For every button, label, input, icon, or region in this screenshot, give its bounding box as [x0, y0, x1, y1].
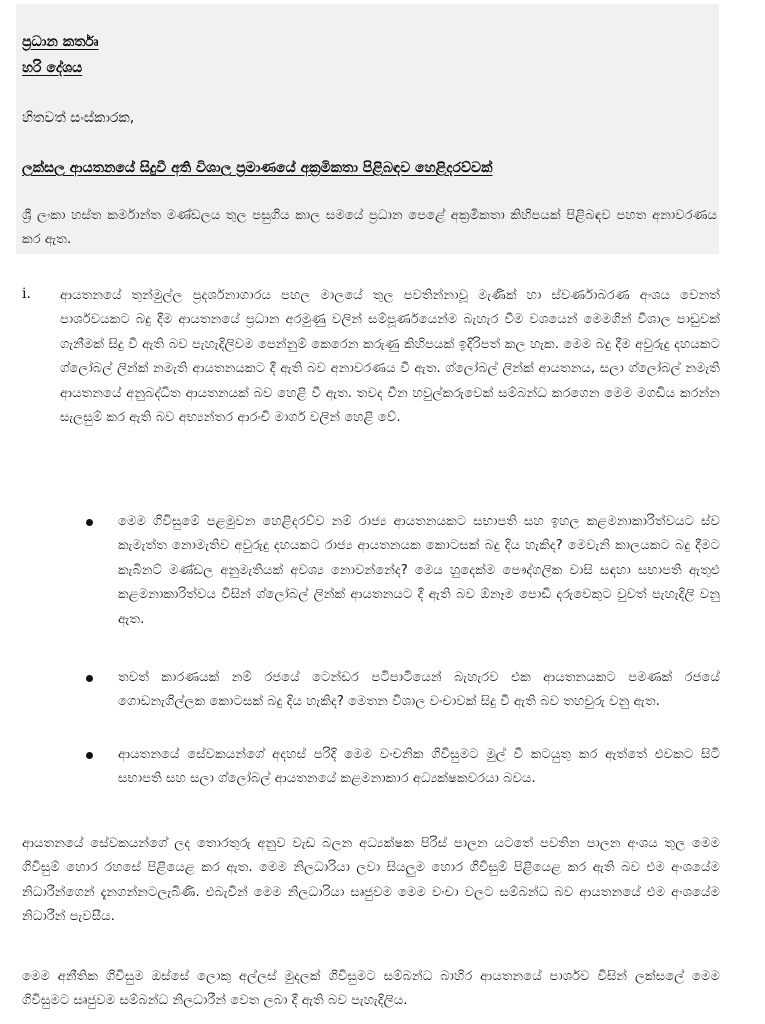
section-i-label: i. — [22, 286, 31, 302]
letter-subject: ලක්සල ආයතනයේ සිදුවී අති විශාල ප්‍රමාණයේ අක්‍රමිකතා පිළිබඳව හෙළිදරව්වක් — [22, 160, 493, 176]
bullet-item: ආයතනයේ සේවකයන්ගේ අදහස් පරිදි මෙම වංචනික ගිවිසුමට මුල් වී කටයුතු කර ඇත්තේ එවකට සිටි සභාපති සහ සලා ග්ලෝබල් ආයතනයේ කළමනාකාර අධ්‍යක්ෂකවරයා බවය. — [118, 747, 720, 787]
paragraph-admin-section: ආයතනයේ සේවකයන්ගේ ලද තොරතුරු අනුව වැඩ බලන අධ්‍යක්ෂක පිරිස් පාලන යටතේ පවතින පාලන අංශය තුල මෙම ගිවිසුම් හොර රහසේ පිළියෙළ කර ඇත. මෙම නිලධාරියා ලවා සියලුම හොර ගිවිසුම් පිළියෙළ කර ඇති බව එම අංශයේම නිධාරීන්ගෙන් දැනගන්නටලැබිණි. එබැවින් මෙම නිලධාරියා සෘජුවම මෙම වංචා වලට සම්බන්ධ බව ආයතනයේ එම අංශයේම නිධාරීන් පැවසීය. — [22, 836, 720, 925]
intro-paragraph: ශ්‍රී ලංකා හස්ත කර්මාන්ත මණ්ඩලය තුල පසුගිය කාල සමයේ ප්‍රධාන පෙළේ අක්‍රමිකතා කිහිපයක් පිළිබඳව පහත අනාවරණය කර ඇත. — [22, 208, 717, 248]
bullet-dot — [86, 675, 93, 682]
bullet-dot — [86, 752, 93, 759]
section-i-paragraph: ආයතනයේ තුන්මුල්ල ප්‍රදර්ශනාගාරය පහල මාලයේ තුල පවතින්නාවූ මැණික් හා ස්වර්ණාබරණ අංශය වෙනත් පාර්ශවයකට බදු දීම ආයතනයේ ප්‍රධාන අරමුණු වලින් සම්පූර්ණයෙන්ම බැහැර වීම වශයෙන් මෙමගින් විශාල පාඩුවක් ගැනීමක් සිදු වී ඇති බව පැහැදිලිවම පෙන්නුම් කෙරෙන කරුණු කිහිපයක් ඉදිරිපත් කල හැක. මෙම බදු දීම අවුරුදු දහයකට ග්ලෝබල් ලින්ක් නමැති ආයතනයකට දී ඇති බව අනාවරණය වී ඇත. ග්ලෝබල් ලින්ක් ආයතනය, සලා ග්ලෝබල් නමැති ආයතනයේ අනුබද්ධිත ආයතනයක් බව හෙළි වී ඇත. තවද චීන හවුල්කරුවෙක් සම්බන්ධ කරගෙන මෙම මගඩිය කරන්න සැලසුම් කර ඇති බව අභ්‍යන්තර ආරංචි මාර්ග වලින් හෙළි වේ. — [60, 288, 720, 426]
bullet-item: මෙම ගිවිසුමේ පළමුවන හෙළිදරව්ව නම් රාජ්‍ය ආයතනයකට සභාපති සහ ඉහල කළමනාකාරිත්වයට ස්ව කැමැත්ත නොමැතිව අවුරුදු දහයකට රාජ්‍ය ආයතනයක කොටසක් බදු දිය හැකිද? මෙවැනි කාලයකට බදු දීමට කැබිනට් මණ්ඩල අනුමැතියක් අවශ්‍ය නොවන්නේද? මෙය හුදෙක්ම පෞද්ගලික වාසි සඳහා සභාපති ඇතුළු කළමනාකාරිත්වය විසින් ග්ලෝබල් ලින්ක් ආයතනයට දී ඇති බව ඕනෑම පොඩි දරුවෙකුට වුවත් පැහැදිලි වනු ඇත. — [118, 514, 720, 627]
bullet-dot — [86, 519, 93, 526]
bullet-item: තවත් කාරණයක් නම් රජයේ ටෙන්ඩර පටිපාටියෙන් බැහැරව එක ආයතනයකට පමණක් රජයේ ගොඩනැගිල්ලක කොටසක් බදු දිය හැකිද? මෙතන විශාල වංචාවක් සිදු වී ඇති බව තහවුරු වනු ඇත. — [118, 670, 720, 710]
salutation: හිතවත් සංස්කාරක, — [22, 110, 135, 126]
recipient-organization: හරි දේශය — [22, 60, 83, 76]
recipient-title: ප්‍රධාන කර්තෘ — [22, 34, 99, 50]
paragraph-bribery: මෙම අනීතික ගිවිසුම ඔස්සේ ලොකු අල්ලස් මුදලක් ගිවිසුමට සම්බන්ධ බාහිර ආයතනයේ පාර්ශව විසින් ලක්සලේ මෙම ගිවිසුමට සෘජුවම සම්බන්ධ නිලධාරීන් වෙත ලබා දී ඇති බව පැහැදිලිය. — [22, 969, 720, 1009]
